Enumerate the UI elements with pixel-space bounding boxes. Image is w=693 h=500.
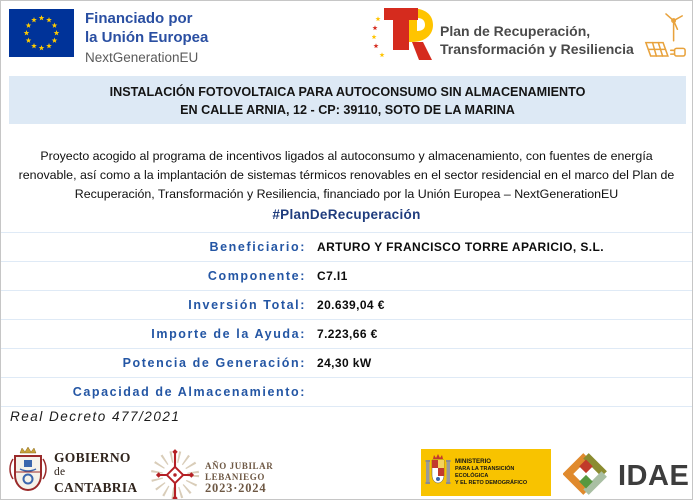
- eu-funded-line1: Financiado por: [85, 10, 193, 27]
- title-line2: EN CALLE ARNIA, 12 - CP: 39110, SOTO DE LA MARINA: [180, 103, 515, 117]
- spain-coat-icon: [425, 453, 451, 492]
- table-row: [1, 320, 692, 349]
- prtr-line2: Transformación y Resiliencia: [440, 41, 634, 57]
- table-row: [1, 378, 692, 407]
- idae-logo: [563, 451, 689, 500]
- decree-text: Real Decreto 477/2021: [10, 409, 181, 424]
- table-row: [1, 233, 692, 262]
- eu-funded-line2: la Unión Europea: [85, 29, 209, 46]
- detail-label: Inversión Total:: [188, 298, 306, 312]
- cantabria-logo: [9, 445, 137, 500]
- idae-label: IDAE: [618, 460, 690, 492]
- title-bar: [9, 76, 686, 124]
- ministerio-line2: PARA LA TRANSICIÓN ECOLÓGICA: [455, 466, 515, 479]
- idae-diamond-icon: [563, 451, 609, 500]
- eu-funding-block: [9, 9, 208, 65]
- table-row: [1, 291, 692, 320]
- cantabria-line3: CANTABRIA: [54, 480, 138, 495]
- jubilar-logo: [149, 447, 273, 500]
- ministerio-line3: Y EL RETO DEMOGRÁFICO: [455, 479, 528, 486]
- detail-label: Potencia de Generación:: [122, 356, 306, 370]
- eu-nextgeneration-label: NextGenerationEU: [85, 50, 199, 65]
- intro-paragraph: Proyecto acogido al programa de incentivos ligados al autoconsumo y almacenamiento, con fuentes de energía renovable, así como a la implantación de sistemas térmicos renovables en el sector residencial en el marco del Plan de Recuperación, Transformación y Resiliencia, financiado por la Unión Europea – NextGenerationEU: [18, 149, 675, 201]
- details-table: [1, 232, 692, 407]
- jubilar-years: 2023·2024: [205, 481, 267, 496]
- cantabria-coat-icon: [9, 445, 47, 500]
- detail-value: ARTURO Y FRANCISCO TORRE APARICIO, S.L.: [317, 240, 604, 254]
- detail-label: Importe de la Ayuda:: [151, 327, 306, 341]
- detail-label: Capacidad de Almacenamiento:: [72, 385, 306, 399]
- ministerio-logo: [421, 449, 551, 496]
- eu-flag-icon: [9, 9, 74, 65]
- detail-value: C7.I1: [317, 269, 348, 283]
- ministerio-line1: MINISTERIO: [455, 457, 492, 465]
- prtr-tr-icon: [372, 6, 434, 67]
- lebaniego-cross-icon: [149, 447, 201, 500]
- table-row: [1, 262, 692, 291]
- detail-label: Beneficiario:: [209, 240, 306, 254]
- prtr-line1: Plan de Recuperación,: [440, 23, 591, 39]
- detail-label: Componente:: [207, 269, 306, 283]
- detail-value: 7.223,66 €: [317, 327, 378, 341]
- detail-value: 20.639,04 €: [317, 298, 385, 312]
- table-row: [1, 349, 692, 378]
- jubilar-line2: LEBANIEGO: [205, 471, 265, 482]
- prtr-block: [372, 6, 634, 67]
- renewables-icon: [643, 9, 687, 66]
- detail-value: 24,30 kW: [317, 356, 372, 370]
- cantabria-line1: GOBIERNO: [54, 450, 131, 465]
- title-line1: INSTALACIÓN FOTOVOLTAICA PARA AUTOCONSUMO SIN ALMACENAMIENTO: [109, 85, 586, 99]
- hashtag: #PlanDeRecuperación: [272, 207, 421, 222]
- cantabria-line2: de: [54, 466, 66, 478]
- jubilar-line1: AÑO JUBILAR: [205, 461, 274, 472]
